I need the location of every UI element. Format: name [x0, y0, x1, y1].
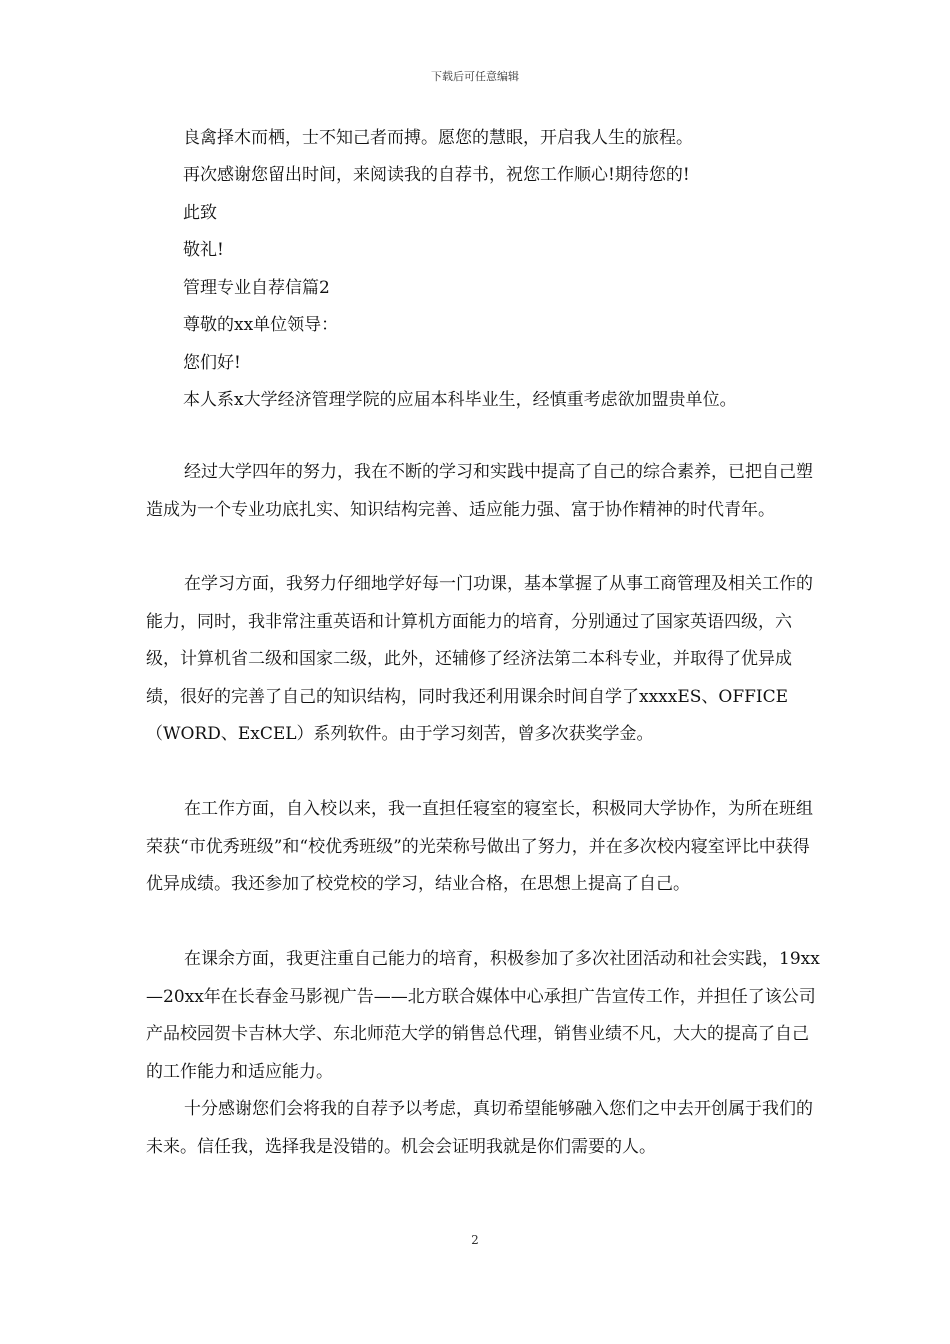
intro-line: 本人系x大学经济管理学院的应届本科毕业生，经慎重考虑欲加盟贵单位。 [183, 390, 737, 410]
paragraph-closing: 十分感谢您们会将我的自荐予以考虑，真切希望能够融入您们之中去开创属于我们的未来。信任我，选择我是没错的。机会会证明我就是你们需要的人。 [146, 1099, 813, 1157]
text-line-closing-2: 再次感谢您留出时间，来阅读我的自荐书，祝您工作顺心!期待您的! [183, 165, 690, 185]
paragraph-work: 在工作方面，自入校以来，我一直担任寝室的寝室长，积极同大学协作，为所在班组荣获“市优秀班级”和“校优秀班级”的光荣称号做出了努力，并在多次校内寝室评比中获得优异成绩。我还参加了校党校的学习，结业合格，在思想上提高了自己。 [146, 799, 813, 894]
paragraph-extracurricular: 在课余方面，我更注重自己能力的培育，积极参加了多次社团活动和社会实践，19xx—20xx年在长春金马影视广告——北方联合媒体中心承担广告宣传工作，并担任了该公司产品校园贺卡吉林大学、东北师范大学的销售总代理，销售业绩不凡，大大的提高了自己的工作能力和适应能力。 [146, 949, 820, 1082]
page-number: 2 [471, 1233, 479, 1247]
text-line-salutation: 此致 [183, 203, 217, 223]
greeting-recipient: 尊敬的xx单位领导： [183, 315, 339, 335]
paragraph-summary: 经过大学四年的努力，我在不断的学习和实践中提高了自己的综合素养，已把自己塑造成为一个专业功底扎实、知识结构完善、适应能力强、富于协作精神的时代青年。 [146, 462, 813, 520]
greeting-hello: 您们好! [183, 353, 241, 373]
text-line-regards: 敬礼! [183, 240, 224, 260]
paragraph-study: 在学习方面，我努力仔细地学好每一门功课，基本掌握了从事工商管理及相关工作的能力，同时，我非常注重英语和计算机方面能力的培育，分别通过了国家英语四级，六级，计算机省二级和国家二级，此外，还辅修了经济法第二本科专业，并取得了优异成绩，很好的完善了自己的知识结构，同时我还利用课余时间自学了xxxxES、OFFICE（WORD、ExCEL）系列软件。由于学习刻苦，曾多次获奖学金。 [146, 574, 813, 744]
page-header: 下载后可任意编辑 [431, 70, 519, 83]
text-line-closing-1: 良禽择木而栖，士不知己者而搏。愿您的慧眼，开启我人生的旅程。 [183, 128, 693, 148]
section-title: 管理专业自荐信篇2 [183, 278, 330, 298]
